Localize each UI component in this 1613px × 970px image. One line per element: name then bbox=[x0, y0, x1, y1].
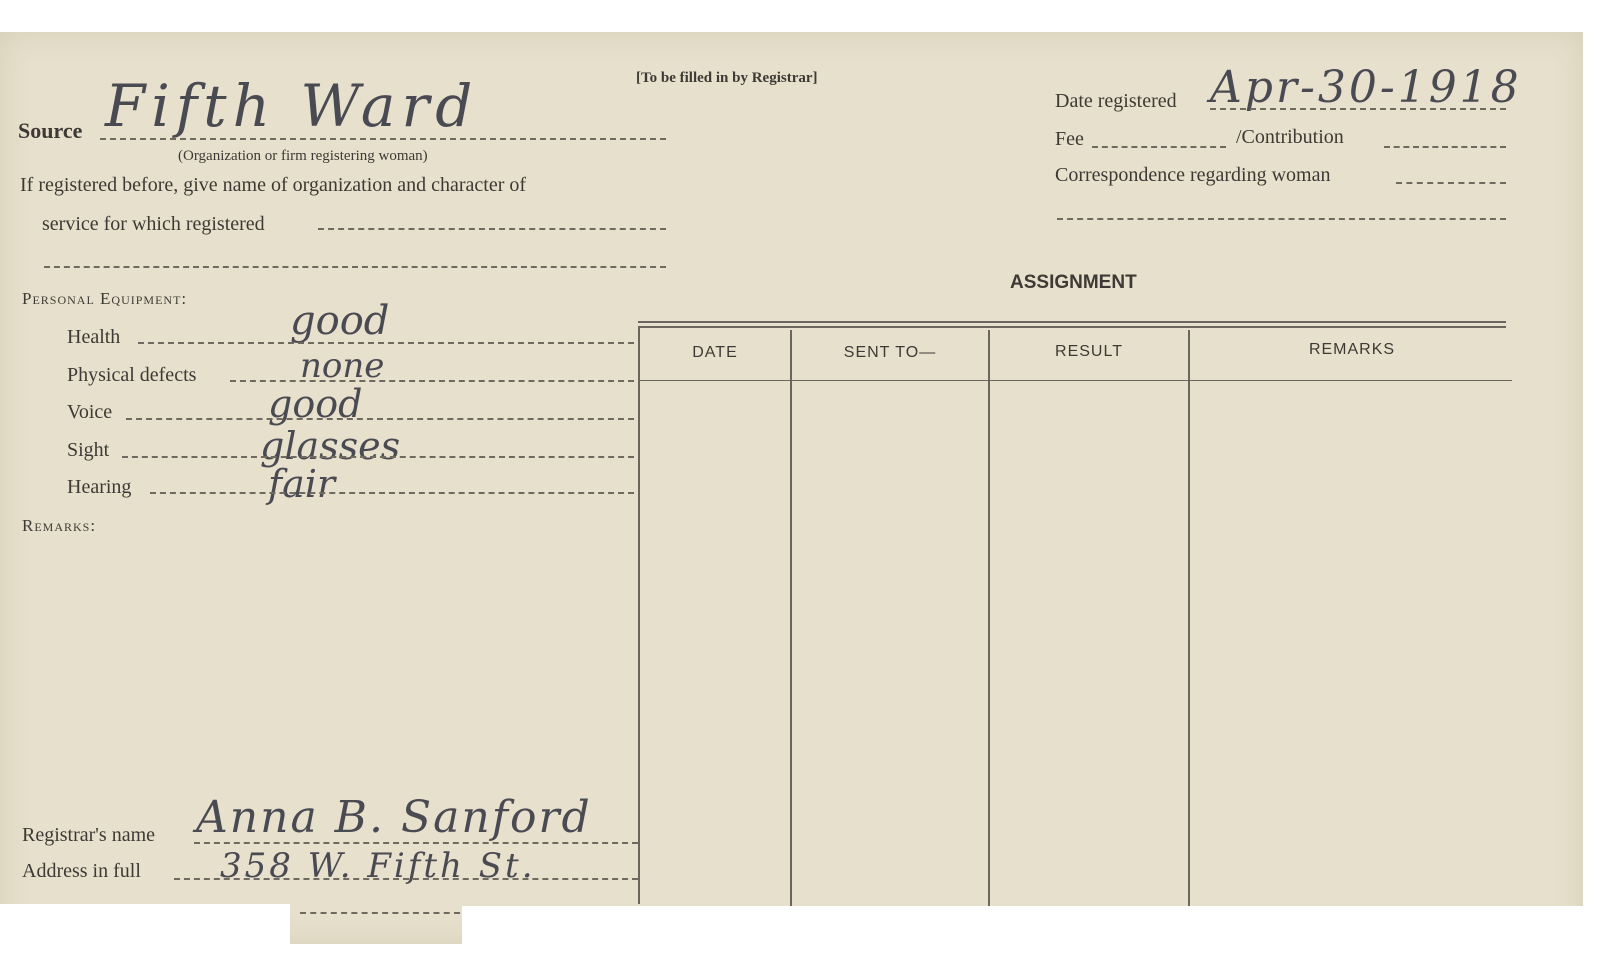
sight-line bbox=[122, 456, 634, 458]
address-extra-line bbox=[300, 912, 460, 914]
registrar-line bbox=[194, 842, 638, 844]
registered-before-line2: service for which registered bbox=[42, 213, 265, 235]
table-col-divider-3 bbox=[988, 330, 990, 906]
torn-edge-left bbox=[0, 904, 290, 944]
date-registered-label: Date registered bbox=[1055, 90, 1177, 112]
remarks-label: Remarks: bbox=[22, 516, 97, 535]
health-label: Health bbox=[67, 326, 121, 348]
contribution-label: /Contribution bbox=[1236, 126, 1344, 148]
correspondence-label: Correspondence regarding woman bbox=[1055, 164, 1331, 186]
voice-line bbox=[126, 418, 634, 420]
physical-defects-label: Physical defects bbox=[67, 364, 197, 386]
table-col-divider-4 bbox=[1188, 330, 1190, 906]
registered-before-line1: If registered before, give name of organization and character of bbox=[20, 174, 527, 196]
date-registered-line bbox=[1210, 108, 1506, 110]
fee-line bbox=[1092, 146, 1226, 148]
hearing-line bbox=[150, 492, 634, 494]
registered-before-line bbox=[318, 228, 666, 230]
source-value: Fifth Ward bbox=[105, 72, 479, 140]
address-line bbox=[174, 878, 638, 880]
assignment-top-rule bbox=[638, 321, 1506, 323]
source-label: Source bbox=[18, 118, 83, 143]
sight-value: glasses bbox=[260, 424, 401, 468]
correspondence-line bbox=[1396, 182, 1506, 184]
registrar-note: [To be filled in by Registrar] bbox=[636, 70, 818, 86]
date-registered-value: Apr-30-1918 bbox=[1210, 62, 1522, 113]
personal-equipment-heading: Personal Equipment: bbox=[22, 289, 188, 308]
registrar-value: Anna B. Sanford bbox=[196, 792, 592, 843]
table-header-rule bbox=[640, 380, 1512, 381]
health-value: good bbox=[290, 298, 390, 344]
column-header-remarks: REMARKS bbox=[1308, 341, 1396, 358]
hearing-value: fair bbox=[268, 462, 336, 506]
sight-label: Sight bbox=[67, 439, 110, 461]
health-line bbox=[138, 342, 634, 344]
column-header-date: DATE bbox=[692, 344, 738, 361]
voice-value: good bbox=[268, 382, 363, 426]
column-header-sent-to: SENT TO— bbox=[843, 344, 937, 361]
torn-edge-right bbox=[462, 906, 1592, 946]
source-caption: (Organization or firm registering woman) bbox=[178, 148, 428, 164]
assignment-title: ASSIGNMENT bbox=[1010, 272, 1137, 293]
table-col-divider-1 bbox=[638, 328, 640, 904]
assignment-top-rule-2 bbox=[638, 326, 1506, 328]
registered-before-extra-line bbox=[44, 266, 666, 268]
voice-label: Voice bbox=[67, 401, 113, 423]
address-label: Address in full bbox=[22, 860, 141, 882]
registrar-label: Registrar's name bbox=[22, 824, 156, 846]
table-col-divider-2 bbox=[790, 330, 792, 906]
fee-label: Fee bbox=[1055, 128, 1084, 150]
hearing-label: Hearing bbox=[67, 476, 132, 498]
contribution-line bbox=[1384, 146, 1506, 148]
source-line bbox=[100, 138, 666, 140]
registration-card bbox=[0, 32, 1583, 944]
correspondence-extra-line bbox=[1057, 218, 1506, 220]
column-header-result: RESULT bbox=[1055, 343, 1123, 360]
physical-defects-value: none bbox=[300, 346, 385, 386]
address-value: 358 W. Fifth St. bbox=[220, 846, 536, 886]
